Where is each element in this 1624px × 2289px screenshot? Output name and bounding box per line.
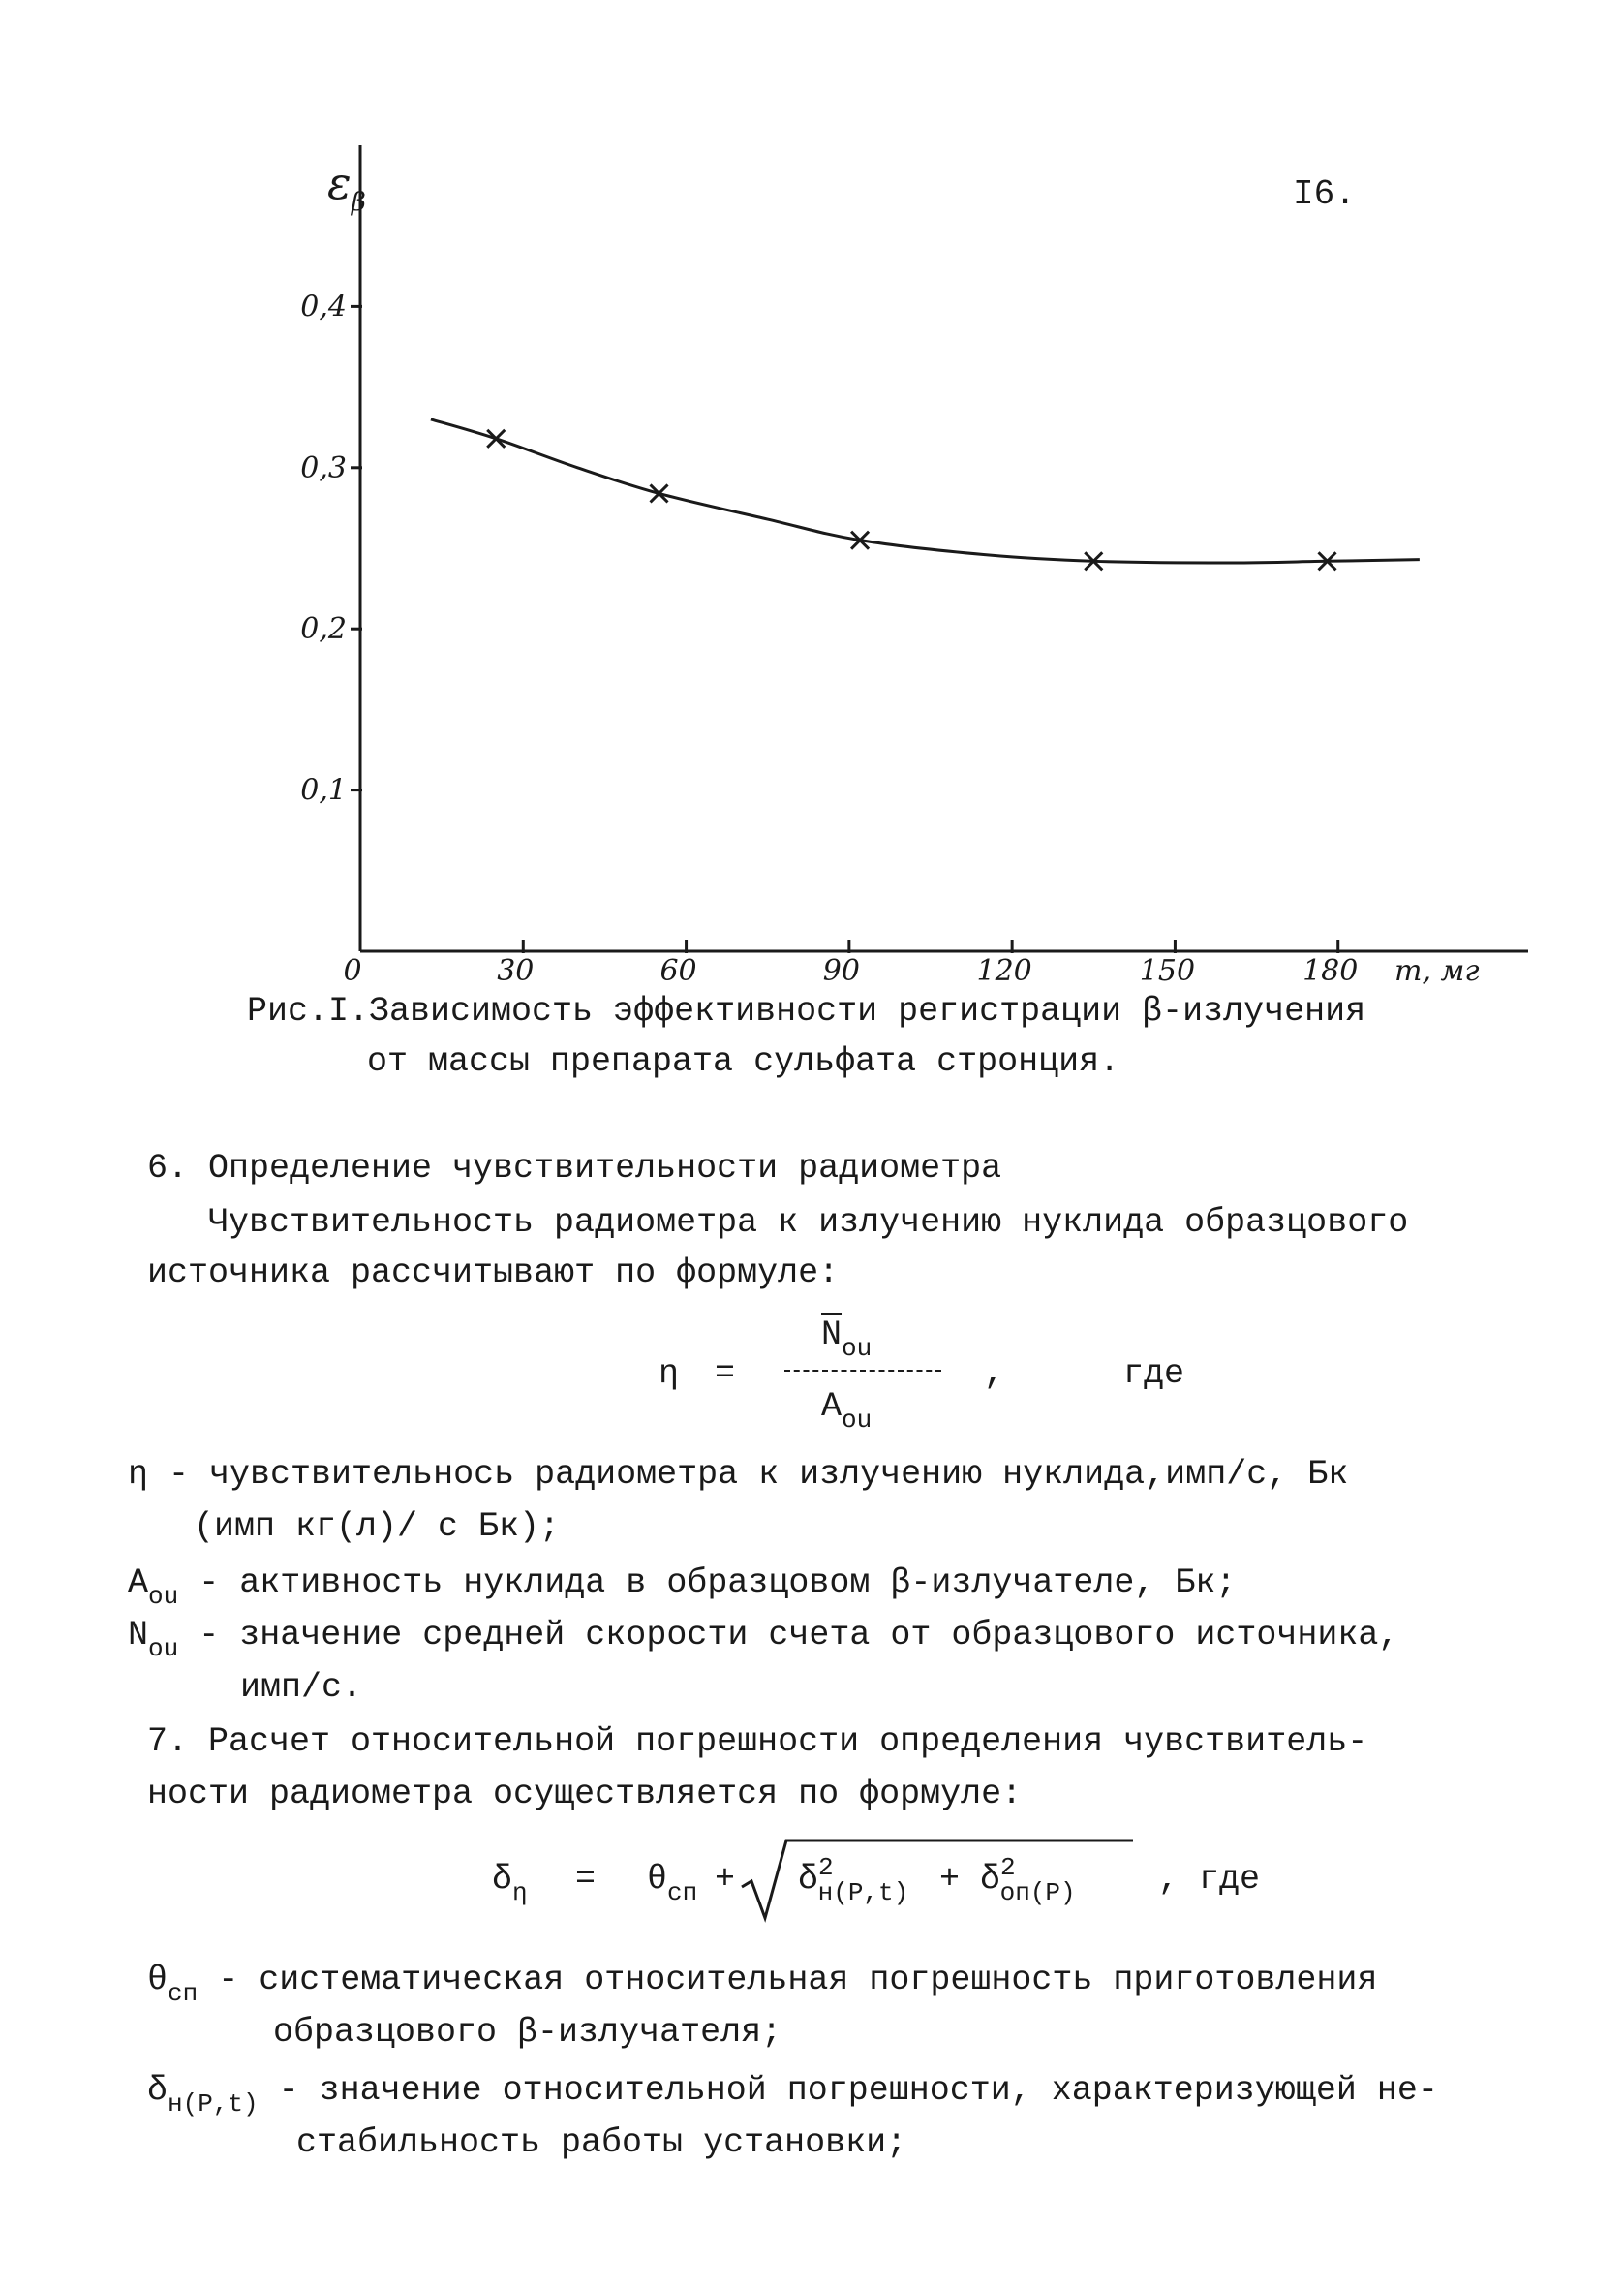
formula-delta-tail: , где — [1158, 1860, 1261, 1899]
efficiency-chart — [0, 0, 1624, 988]
y-tick-label: 0,3 — [300, 450, 347, 485]
def-n-main: N — [128, 1616, 149, 1655]
efficiency-curve — [431, 419, 1420, 563]
y-tick-label: 0,1 — [300, 773, 347, 808]
y-tick-label: 0,2 — [300, 612, 347, 647]
x-tick-label: 120 — [976, 954, 1032, 988]
def-theta-text-1: - систематическая относительная погрешность приготовления — [198, 1961, 1378, 1999]
x-tick-label: 30 — [497, 954, 535, 988]
formula-delta-plus-2: + — [939, 1860, 961, 1899]
formula-delta-theta-main: θ — [647, 1860, 668, 1899]
def-delta-main: δ — [147, 2071, 169, 2110]
y-tick-label: 0,4 — [300, 290, 347, 325]
def-theta-sub: сп — [168, 1979, 199, 2008]
term-2-main: δ — [980, 1860, 1001, 1899]
def-theta — [147, 1955, 1377, 2007]
term-2-sup: 2 — [1000, 1853, 1016, 1882]
x-axis-label: m, мг — [1394, 954, 1480, 988]
def-n-text-2: имп/с. — [240, 1668, 363, 1707]
def-a-text: - активность нуклида в образцовом β-излучателе, Бк; — [178, 1563, 1237, 1602]
data-point-marker — [487, 430, 505, 448]
formula-eta-where: где — [1123, 1354, 1185, 1393]
def-eta — [128, 1449, 1348, 1500]
formula-delta-theta-sub: сп — [667, 1878, 698, 1907]
section-7-line-1: 7. Расчет относительной погрешности определения чувствитель- — [147, 1722, 1368, 1761]
x-tick-label: 60 — [659, 954, 697, 988]
numerator-main: $\overline{N}$ — [821, 1315, 843, 1354]
def-n-text-1: - значение средней скорости счета от образцового источника, — [178, 1616, 1399, 1655]
def-n-sub: ou — [148, 1634, 179, 1663]
def-a-main: A — [128, 1563, 149, 1602]
formula-delta-term-2 — [980, 1854, 1076, 1906]
formula-eta-denominator — [821, 1381, 872, 1434]
formula-delta-term-1 — [798, 1854, 908, 1906]
fraction-bar — [784, 1370, 941, 1372]
section-6-para-line-2: источника рассчитывают по формуле: — [147, 1253, 840, 1292]
x-tick-label: 0 — [343, 954, 362, 988]
def-a — [128, 1558, 1236, 1610]
formula-delta-lhs-sub: η — [512, 1878, 528, 1907]
formula-delta-plus-1: + — [715, 1860, 736, 1899]
def-eta-symbol: η — [128, 1455, 149, 1494]
section-6-para-line-1: Чувствительность радиометра к излучению нуклида образцового — [208, 1203, 1409, 1242]
y-axis-label-sub: β — [351, 188, 366, 217]
formula-eta-comma: , — [984, 1354, 1005, 1393]
def-a-sub: ou — [148, 1582, 179, 1611]
def-delta-text-2: стабильность работы установки; — [296, 2123, 907, 2162]
formula-delta-lhs — [492, 1854, 528, 1906]
formula-eta-lhs: η — [659, 1354, 680, 1393]
def-delta-sub: н(P,t) — [168, 2089, 259, 2119]
term-1-main: δ — [798, 1860, 819, 1899]
x-tick-label: 150 — [1139, 954, 1196, 988]
def-eta-text-2: (имп кг(л)/ с Бк); — [194, 1507, 561, 1546]
data-point-marker — [651, 484, 668, 502]
def-theta-main: θ — [147, 1961, 169, 1999]
def-delta-text-1: - значение относительной погрешности, характеризующей не- — [258, 2071, 1438, 2110]
section-6-heading: 6. Определение чувствительности радиометра — [147, 1149, 1002, 1188]
term-1-sub: н(P,t) — [817, 1878, 909, 1907]
page-number: I6. — [1293, 174, 1356, 214]
formula-eta-numerator — [821, 1310, 872, 1362]
denominator-sub: ou — [842, 1406, 873, 1435]
def-theta-text-2: образцового β-излучателя; — [273, 2013, 782, 2052]
denominator-main: A — [821, 1387, 843, 1426]
y-axis-label-main: ε — [327, 157, 352, 209]
formula-delta-lhs-main: δ — [492, 1860, 513, 1899]
caption-line-2: от массы препарата сульфата стронция. — [367, 1042, 1120, 1081]
section-7-line-2: ности радиометра осуществляется по формуле: — [147, 1775, 1023, 1813]
def-eta-text-1: - чувствительнось радиометра к излучению нуклида,имп/с, Бк — [148, 1455, 1349, 1494]
x-tick-label: 180 — [1302, 954, 1359, 988]
def-delta — [147, 2065, 1438, 2118]
numerator-sub: ou — [842, 1334, 873, 1363]
formula-eta-equals: = — [715, 1354, 736, 1393]
caption-line-1: Рис.I.Зависимость эффективности регистрации β-излучения — [247, 992, 1366, 1031]
x-tick-label: 90 — [822, 954, 860, 988]
figure-caption — [247, 986, 1365, 1087]
formula-delta-theta — [647, 1854, 697, 1906]
term-2-sub: оп(P) — [999, 1878, 1076, 1907]
def-n — [128, 1610, 1398, 1662]
term-1-sup: 2 — [818, 1853, 834, 1882]
formula-delta-equals: = — [575, 1860, 597, 1899]
